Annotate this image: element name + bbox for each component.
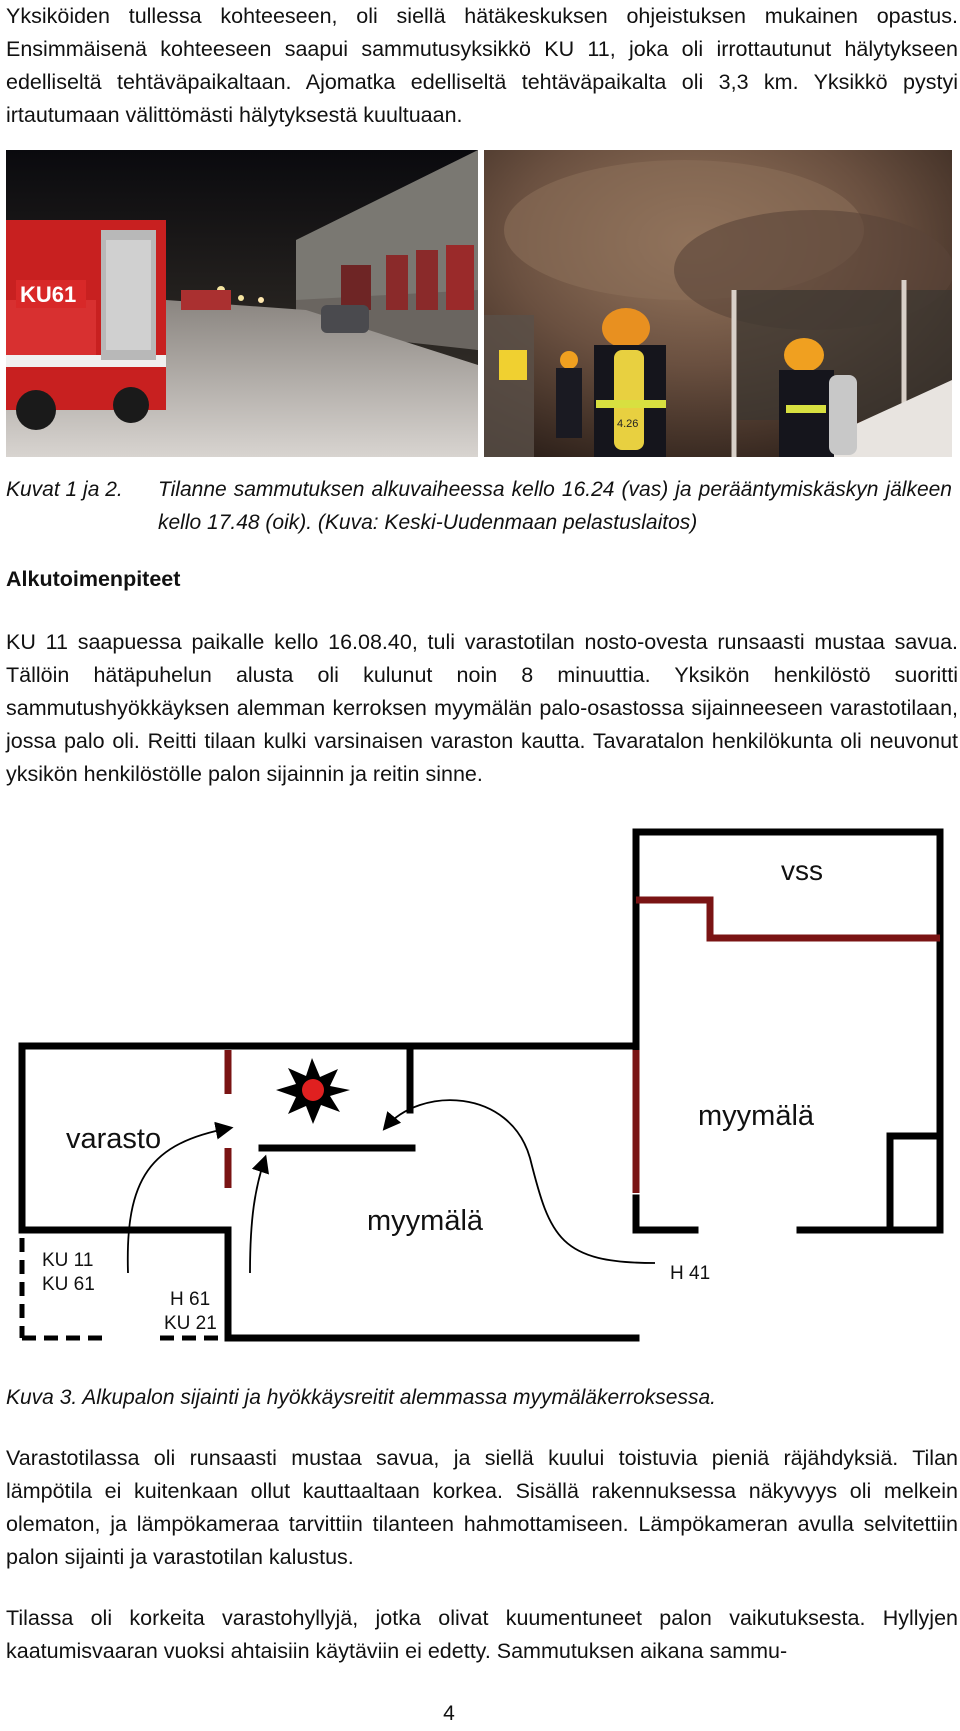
label-ku21: KU 21 [164,1313,217,1334]
floor-plan-diagram [0,818,960,1348]
photo-firefighters-smoke [484,150,952,457]
paragraph-3: Varastotilassa oli runsaasti mustaa savua, ja siellä kuului toistuvia pieniä räjähdyksiä. Tilan lämpötila ei kuitenkaan ollut kauttaaltaan korkea. Sisällä rakennuksessa näkyvyys oli melkein olematon, ja lämpökameraa tarvittiin tilanteen hahmottamiseen. Lämpökameran avulla selvitettiin palon sijainti ja varastotilan kalustus. [6,1446,958,1569]
intro-paragraph: Yksiköiden tullessa kohteeseen, oli siellä hätäkeskuksen ohjeistuksen mukainen opastus. Ensimmäisenä kohteeseen saapui sammutusyksikkö KU 11, joka oli irrottautunut hälytykseen edelliseltä tehtäväpaikaltaan. Ajomatka edelliseltä tehtäväpaikalta oli 3,3 km. Yksikkö pystyi irtautumaan välittömästi hälytyksestä kuultuaan. [6,4,958,127]
caption-3: Kuva 3. Alkupalon sijainti ja hyökkäysreitit alemmassa myymäläkerroksessa. [6,1386,717,1409]
section-heading: Alkutoimenpiteet [6,567,181,591]
label-myymala-lower: myymälä [367,1205,484,1237]
building-walls [22,832,940,1338]
paragraph-4: Tilassa oli korkeita varastohyllyjä, jotka olivat kuumentuneet palon vaikutuksesta. Hyllyjen kaatumisvaaran vuoksi ahtaisiin käytäviin ei edetty. Sammutuksen aikana sammu- [6,1606,958,1663]
label-ku11: KU 11 [42,1250,94,1271]
vehicle-label: KU61 [20,282,77,307]
tank-label: 4.26 [617,418,639,430]
label-varasto: varasto [66,1123,162,1155]
caption-1-label: Kuvat 1 ja 2. [6,478,123,501]
label-vss: vss [781,855,823,886]
label-h41: H 41 [670,1263,711,1284]
attack-route-arrows [128,1100,655,1273]
paragraph-2: KU 11 saapuessa paikalle kello 16.08.40, tuli varastotilan nosto-ovesta runsaasti mustaa savua. Tällöin hätäpuhelun alusta oli kulunut noin 8 minuuttia. Yksikön henkilöstö suoritti sammutushyökkäyksen alemman kerroksen myymälän palo-osastossa sijainneeseen varastotilaan, jossa palo oli. Reitti tilaan kulki varsinaisen varaston kautta. Tavaratalon henkilökunta oli neuvonut yksikön henkilöstölle palon sijainnin ja reitin sinne. [6,630,958,786]
fire-symbol [276,1058,350,1124]
caption-1-text: Tilanne sammutuksen alkuvaiheessa kello 16.24 (vas) ja perääntymiskäskyn jälkeen kello 17.48 (oik). (Kuva: Keski-Uudenmaan pelastuslaitos) [158,478,952,534]
label-ku61: KU 61 [42,1274,95,1295]
label-myymala-right: myymälä [698,1100,815,1132]
page-number: 4 [443,1702,455,1725]
photo-street-fire-engine [6,150,478,457]
label-h61: H 61 [170,1289,211,1310]
